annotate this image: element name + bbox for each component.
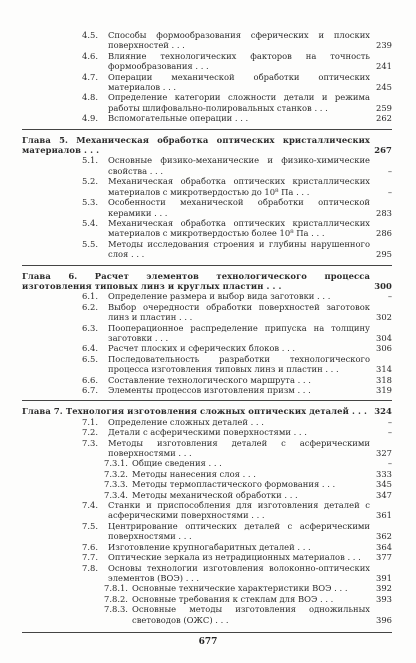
chapter-heading <box>22 129 392 156</box>
leader-dots: . . . <box>331 583 348 594</box>
entry-line <box>104 490 392 500</box>
entry-line <box>104 604 392 625</box>
toc-section <box>82 176 392 197</box>
entry-line <box>22 271 392 292</box>
leader-dots: . . . <box>314 291 331 302</box>
entry-title: Механическая обработка оптических кристаллических материалов с микротвердостью до 10⁸ Па <box>108 176 370 197</box>
leader-dots: . . . <box>293 186 310 197</box>
entry-title: Операции механической обработки оптических материалов <box>108 71 370 93</box>
entry-title: Определение размера и выбор вида заготовки <box>108 291 315 302</box>
toc-section <box>82 72 392 93</box>
leader-dots: . . . <box>192 61 209 72</box>
entry-title: Расчет элементов технологического процесса изготовления типовых линз и круглых пластин <box>22 270 370 291</box>
entry-title: Методы термопластического формования <box>132 479 320 490</box>
leader-dots: . . . <box>239 468 256 479</box>
entry-line <box>82 427 392 437</box>
entry-title: Определение сложных деталей <box>108 416 248 427</box>
leader-dots: . . . <box>151 207 168 218</box>
entry-title: Вспомогательные операции <box>108 113 233 124</box>
entry-page-number: 319 <box>376 385 392 395</box>
entry-number: 4.9. <box>82 113 98 124</box>
leader-dots: . . . <box>281 489 298 500</box>
leader-dots: . . . <box>152 332 169 343</box>
entry-number: 7.2. <box>82 427 98 438</box>
entry-page-number: 259 <box>376 102 392 113</box>
entry-page-number: 393 <box>376 593 392 604</box>
entry-title: Последовательность разработки технологического процесса изготовления типовых линз и пластин <box>108 353 370 375</box>
entry-page-number: 286 <box>376 228 392 239</box>
entry-line <box>82 521 392 542</box>
toc-section <box>82 385 392 395</box>
toc-section <box>82 542 392 552</box>
entry-number: 6.5. <box>82 353 98 364</box>
entry-number: 7.8.1. <box>104 583 128 594</box>
toc-section <box>82 51 392 72</box>
entry-number: 4.7. <box>82 71 98 82</box>
entry-line <box>82 438 392 459</box>
entry-title: Основные технические характеристики ВОЭ <box>132 583 332 594</box>
entry-title: Методы нанесения слоя <box>132 468 240 479</box>
entry-page-number: – <box>387 186 392 197</box>
entry-line <box>82 302 392 323</box>
toc-section <box>82 343 392 353</box>
toc-section <box>82 323 392 344</box>
entry-page-number: 396 <box>376 614 392 625</box>
toc-section <box>82 552 392 562</box>
footer-rule <box>22 632 392 633</box>
entry-line <box>104 458 392 468</box>
entry-title: Оптические зеркала из нетрадиционных материалов <box>108 552 345 563</box>
toc-section <box>82 113 392 123</box>
entry-page-number: 391 <box>376 572 392 583</box>
entry-line <box>82 51 392 72</box>
table-of-contents <box>22 30 392 625</box>
entry-number: 6.7. <box>82 385 98 395</box>
entry-number: 7.5. <box>82 520 98 531</box>
entry-title: Выбор очередности обработки поверхностей заготовок линз и пластин <box>108 301 370 323</box>
toc-subsection <box>104 469 392 479</box>
entry-line <box>82 542 392 552</box>
leader-dots: . . . <box>319 479 336 490</box>
leader-dots: . . . <box>279 343 296 354</box>
entry-page-number: – <box>387 291 392 302</box>
entry-page-number: 302 <box>376 312 392 323</box>
entry-line <box>82 354 392 375</box>
toc-section <box>82 291 392 301</box>
entry-page-number: 295 <box>376 249 392 260</box>
leader-dots: . . . <box>160 82 177 93</box>
entry-page-number: 241 <box>376 61 392 72</box>
entry-number: 6.4. <box>82 343 98 354</box>
entry-title: Центрирование оптических деталей с асферическими поверхностями <box>108 520 370 542</box>
entry-line <box>82 30 392 51</box>
entry-page-number: 392 <box>376 583 392 594</box>
toc-section <box>82 30 392 51</box>
entry-line <box>82 323 392 344</box>
entry-number: 7.3. <box>82 437 98 448</box>
page-number: 677 <box>198 637 218 647</box>
entry-number: 5.5. <box>82 238 98 249</box>
entry-line <box>82 176 392 197</box>
entry-line <box>82 155 392 176</box>
toc-section <box>82 500 392 521</box>
leader-dots: . . . <box>212 614 229 625</box>
entry-page-number: 318 <box>376 374 392 385</box>
leader-dots: . . . <box>294 374 311 385</box>
entry-page-number: – <box>387 165 392 176</box>
toc-subsection <box>104 594 392 604</box>
leader-dots: . . . <box>176 312 193 323</box>
entry-title: Механическая обработка оптических кристаллических материалов <box>22 134 370 156</box>
toc-section <box>82 354 392 375</box>
leader-dots: . . . <box>308 228 325 239</box>
leader-dots: . . . <box>247 416 264 427</box>
entry-title: Основы технологии изготовления волоконно-оптических элементов (ВОЭ) <box>108 562 370 583</box>
entry-number: 5.1. <box>82 155 98 166</box>
entry-line <box>82 552 392 562</box>
entry-number: 5.2. <box>82 176 98 187</box>
entry-number: 5.3. <box>82 197 98 208</box>
toc-subsection <box>104 583 392 593</box>
toc-section <box>82 218 392 239</box>
entry-line <box>82 375 392 385</box>
entry-page-number: 362 <box>376 531 392 542</box>
entry-number: 4.6. <box>82 50 98 61</box>
toc-section <box>82 155 392 176</box>
entry-line <box>104 594 392 604</box>
entry-title: Влияние технологических факторов на точность формообразования <box>108 50 370 72</box>
entry-title: Детали с асферическими поверхностями <box>108 427 291 438</box>
entry-number: 7.3.3. <box>104 479 128 490</box>
entry-line <box>82 385 392 395</box>
toc-subsection <box>104 604 392 625</box>
entry-number: 6.6. <box>82 374 98 385</box>
leader-dots: . . . <box>168 40 185 51</box>
entry-number: 4.5. <box>82 30 98 40</box>
leader-dots: . . . <box>294 385 311 395</box>
entry-number: 7.6. <box>82 541 98 552</box>
entry-number: 7.8.2. <box>104 593 128 604</box>
entry-number: 7.3.4. <box>104 489 128 500</box>
entry-line <box>82 417 392 427</box>
entry-title: Определение категории сложности детали и режима работы шлифовально-полировальных станков <box>108 92 370 113</box>
entry-page-number: 347 <box>376 489 392 500</box>
entry-number: 7.3.2. <box>104 468 128 479</box>
entry-line <box>82 291 392 301</box>
entry-title: Особенности механической обработки оптической керамики <box>108 197 370 218</box>
toc-section <box>82 375 392 385</box>
entry-title: Методы исследования строения и глубины нарушенного слоя <box>108 238 370 260</box>
leader-dots: . . . <box>175 531 192 542</box>
entry-number: 5.4. <box>82 217 98 228</box>
toc-section <box>82 427 392 437</box>
leader-dots: . . . <box>175 448 192 459</box>
entry-number: 7.8. <box>82 562 98 573</box>
entry-title: Элементы процессов изготовления призм <box>108 385 295 395</box>
toc-section <box>82 521 392 542</box>
toc-section <box>82 302 392 323</box>
entry-number: Глава 5. <box>22 134 69 145</box>
entry-title: Основные требования к стеклам для ВОЭ <box>132 593 318 604</box>
entry-line <box>82 72 392 93</box>
entry-number: 7.8.3. <box>104 604 128 615</box>
entry-number: 7.1. <box>82 416 98 427</box>
leader-dots: . . . <box>290 427 307 438</box>
leader-dots: . . . <box>183 572 200 583</box>
entry-page-number: – <box>387 458 392 469</box>
toc-subsection <box>104 490 392 500</box>
leader-dots: . . . <box>348 406 368 417</box>
entry-line <box>82 563 392 584</box>
entry-title: Методы механической обработки <box>132 489 282 500</box>
entry-number: 7.4. <box>82 500 98 511</box>
leader-dots: . . . <box>81 145 100 156</box>
entry-number: 7.3.1. <box>104 458 128 469</box>
entry-line <box>22 406 392 416</box>
entry-page-number: 324 <box>374 406 392 417</box>
entry-page-number: 262 <box>376 113 392 124</box>
leader-dots: . . . <box>248 510 265 521</box>
leader-dots: . . . <box>294 541 311 552</box>
entry-page-number: 327 <box>376 448 392 459</box>
entry-title: Основные физико-механические и физико-химические свойства <box>108 155 370 176</box>
entry-number: Глава 6. <box>22 270 78 281</box>
toc-section <box>82 563 392 584</box>
entry-line <box>82 239 392 260</box>
entry-title: Основные методы изготовления одножильных световодов (ОЖС) <box>132 604 370 625</box>
entry-number: Глава 7. <box>22 406 63 417</box>
entry-page-number: 377 <box>376 552 392 563</box>
toc-subsection <box>104 458 392 468</box>
leader-dots: . . . <box>344 552 361 563</box>
entry-title: Составление технологического маршрута <box>108 374 295 385</box>
entry-number: 6.1. <box>82 291 98 302</box>
chapter-heading <box>22 400 392 416</box>
toc-section <box>82 92 392 113</box>
entry-page-number: 333 <box>376 468 392 479</box>
toc-section <box>82 197 392 218</box>
entry-page-number: 239 <box>376 40 392 51</box>
entry-page-number: 267 <box>374 145 392 156</box>
entry-line <box>104 479 392 489</box>
entry-title: Методы изготовления деталей с асферическими поверхностями <box>108 437 370 459</box>
entry-number: 6.2. <box>82 301 98 312</box>
entry-line <box>82 92 392 113</box>
entry-page-number: – <box>387 416 392 427</box>
toc-section <box>82 239 392 260</box>
entry-line <box>104 583 392 593</box>
leader-dots: . . . <box>322 364 339 375</box>
entry-title: Пооперационное распределение припуска на толщину заготовки <box>108 322 370 343</box>
entry-page-number: 361 <box>376 510 392 521</box>
entry-page-number: 300 <box>374 280 392 291</box>
entry-title: Расчет плоских и сферических блоков <box>108 343 280 354</box>
entry-title: Изготовление крупногабаритных деталей <box>108 541 295 552</box>
entry-title: Общие сведения <box>132 458 206 469</box>
entry-page-number: 304 <box>376 332 392 343</box>
chapter-heading <box>22 265 392 292</box>
leader-dots: . . . <box>147 165 164 176</box>
toc-section <box>82 438 392 459</box>
entry-line <box>82 197 392 218</box>
entry-title: Способы формообразования сферических и плоских поверхностей <box>108 30 370 51</box>
entry-page-number: 314 <box>376 364 392 375</box>
leader-dots: . . . <box>317 593 334 604</box>
toc-subsection <box>104 479 392 489</box>
entry-line <box>104 469 392 479</box>
entry-line <box>82 500 392 521</box>
toc-section <box>82 417 392 427</box>
entry-number: 6.3. <box>82 322 98 333</box>
leader-dots: . . . <box>311 102 328 113</box>
entry-line <box>82 113 392 123</box>
entry-title: Станки и приспособления для изготовления деталей с асферическими поверхностями <box>108 500 370 521</box>
entry-line <box>22 135 392 156</box>
entry-title: Механическая обработка оптических кристаллических материалов с микротвердостью более 10⁸ Па <box>108 217 370 239</box>
entry-number: 4.8. <box>82 92 98 103</box>
entry-page-number: – <box>387 427 392 438</box>
leader-dots: . . . <box>205 458 222 469</box>
entry-page-number: 283 <box>376 207 392 218</box>
entry-line <box>82 343 392 353</box>
entry-title: Технология изготовления сложных оптических деталей <box>65 406 349 417</box>
entry-page-number: 364 <box>376 541 392 552</box>
entry-page-number: 306 <box>376 343 392 354</box>
leader-dots: . . . <box>232 113 249 124</box>
entry-page-number: 245 <box>376 82 392 93</box>
entry-number: 7.7. <box>82 552 98 563</box>
leader-dots: . . . <box>263 280 282 291</box>
entry-line <box>82 218 392 239</box>
entry-page-number: 345 <box>376 479 392 490</box>
leader-dots: . . . <box>128 249 145 260</box>
